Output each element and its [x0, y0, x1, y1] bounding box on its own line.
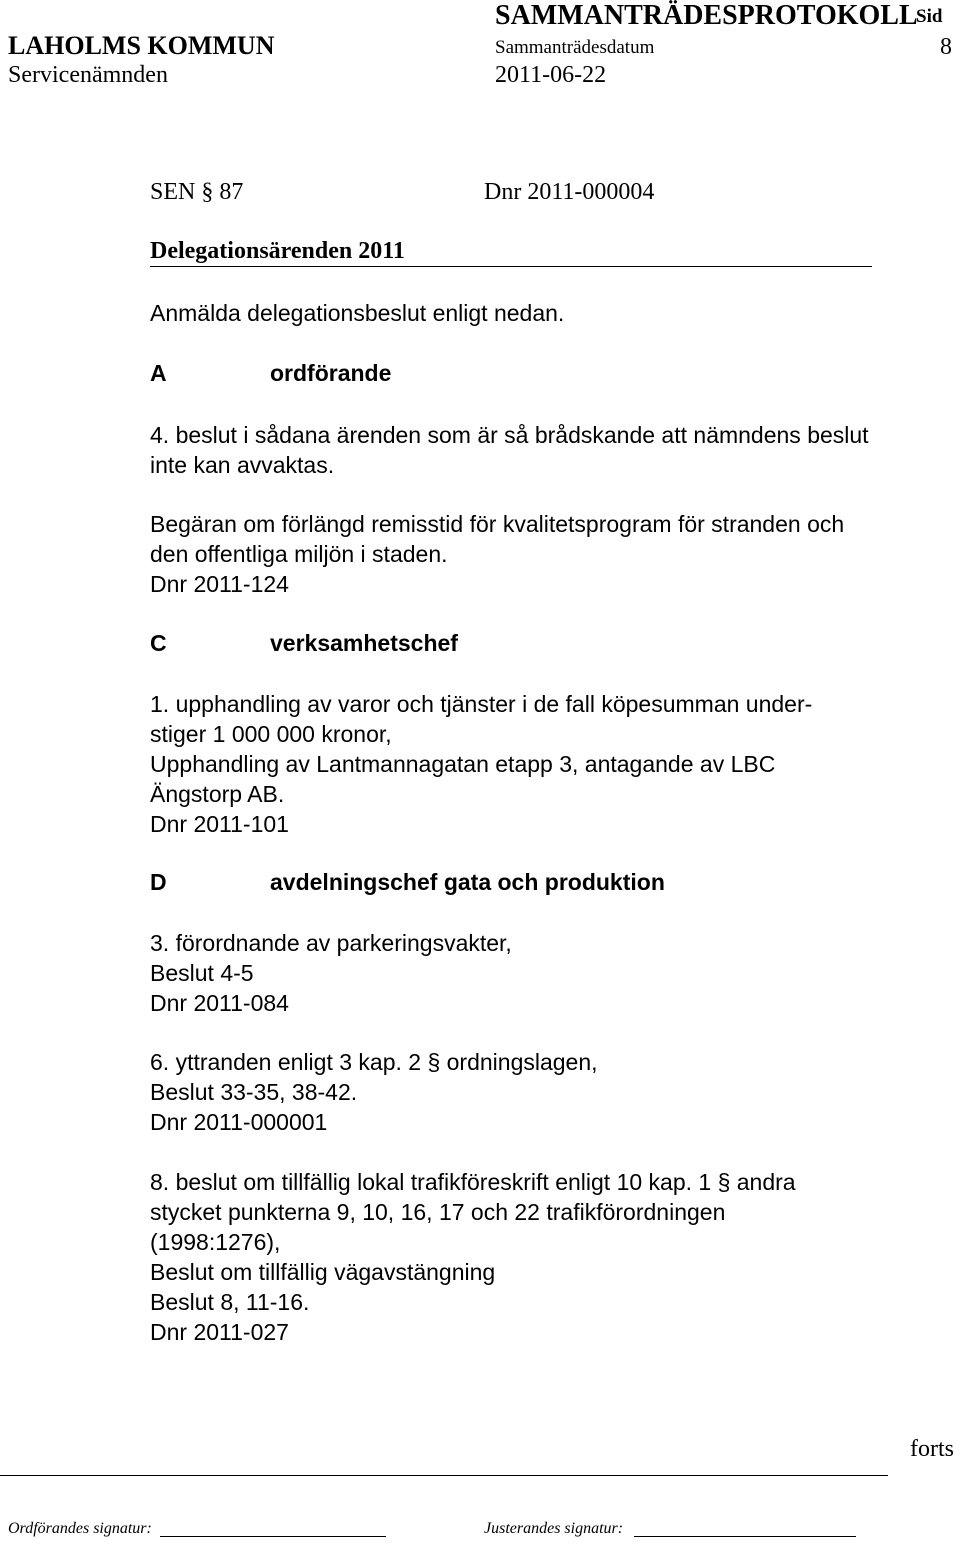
section-role-c: verksamhetschef	[270, 630, 458, 656]
chair-signature-label: Ordförandes signatur:	[8, 1520, 152, 1537]
meeting-date: 2011-06-22	[495, 62, 607, 88]
committee-name: Servicenämnden	[8, 62, 168, 88]
section-letter-d: D	[150, 869, 167, 895]
section-a-item-2: Begäran om förlängd remisstid för kvalitetsprogram för stranden och den offentliga miljön i staden. Dnr 2011-124	[150, 511, 845, 597]
case-reference: SEN § 87	[150, 179, 244, 205]
verifier-signature-line[interactable]	[634, 1536, 856, 1537]
case-title: Delegationsärenden 2011	[150, 238, 405, 264]
section-role-d: avdelningschef gata och produktion	[270, 869, 665, 895]
sid-label: Sid	[916, 6, 943, 27]
section-role-a: ordförande	[270, 360, 392, 386]
section-d-item-1: 3. förordnande av parkeringsvakter, Beslut 4-5 Dnr 2011-084	[150, 930, 512, 1016]
page-number: 8	[940, 34, 952, 60]
section-letter-a: A	[150, 360, 167, 386]
section-c-item-1: 1. upphandling av varor och tjänster i de fall köpesumman under- stiger 1 000 000 kronor, Upphandling av Lantmannagatan etapp 3, antagande av LBC Ängstorp AB. Dnr 2011-101	[150, 691, 813, 837]
continued-marker: forts	[910, 1436, 954, 1462]
meeting-date-label: Sammanträdesdatum	[495, 37, 655, 58]
chair-signature-line[interactable]	[160, 1536, 386, 1537]
case-intro: Anmälda delegationsbeslut enligt nedan.	[150, 300, 565, 326]
case-dnr: Dnr 2011-000004	[484, 179, 655, 205]
section-d-item-2: 6. yttranden enligt 3 kap. 2 § ordningslagen, Beslut 33-35, 38-42. Dnr 2011-000001	[150, 1049, 598, 1135]
footer-rule	[0, 1475, 888, 1476]
section-a-item-1: 4. beslut i sådana ärenden som är så brådskande att nämndens beslut inte kan avvaktas.	[150, 422, 869, 478]
protocol-title: SAMMANTRÄDESPROTOKOLL	[495, 0, 918, 31]
section-d-item-3: 8. beslut om tillfällig lokal trafikföreskrift enligt 10 kap. 1 § andra stycket punkterna 9, 10, 16, 17 och 22 trafikförordningen (1998:1276), Beslut om tillfällig vägavstängning Beslut 8, 11-16. Dnr 2011-027	[150, 1169, 796, 1345]
verifier-signature-label: Justerandes signatur:	[484, 1520, 624, 1537]
title-underline	[150, 266, 872, 267]
section-letter-c: C	[150, 630, 167, 656]
municipality-name: LAHOLMS KOMMUN	[8, 31, 275, 60]
